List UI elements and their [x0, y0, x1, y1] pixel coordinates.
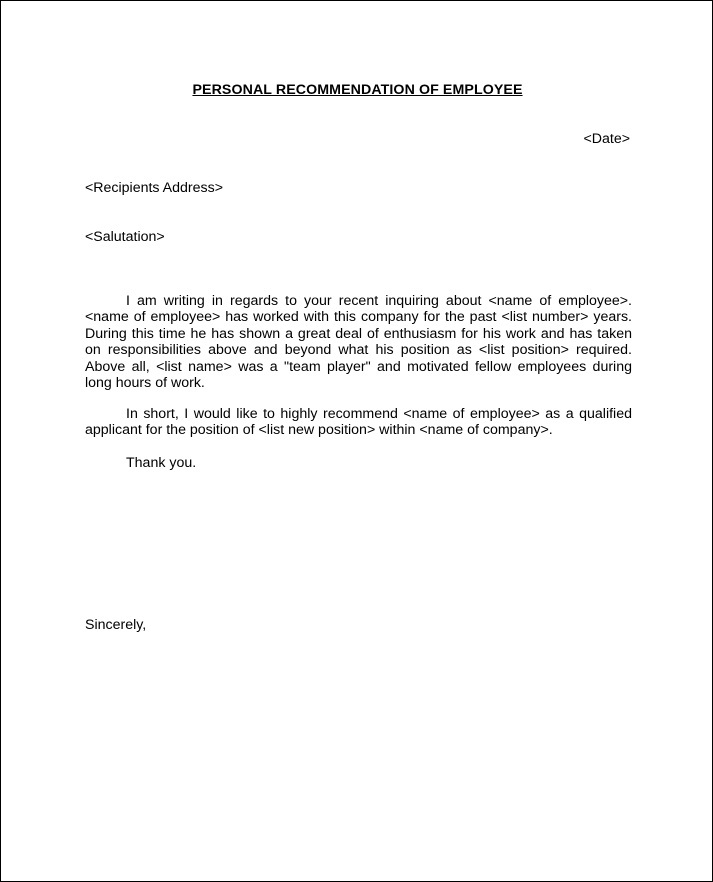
body-paragraph-intro: I am writing in regards to your recent inquiring about <name of employee>. <name of employee> has worked with this company for the past <list number> years. During this time he has shown a great deal of enthusiasm for his work and has taken on responsibilities above and beyond what his position as <list position> required. Above all, <list name> was a "team player" and motivated fellow employees during long hours of work.	[85, 293, 632, 392]
body-paragraph-thanks: Thank you.	[126, 455, 197, 471]
salutation-placeholder: <Salutation>	[85, 229, 165, 245]
date-placeholder: <Date>	[583, 131, 630, 147]
body-paragraph-recommendation: In short, I would like to highly recommend <name of employee> as a qualified applicant for the position of <list new position> within <name of company>.	[85, 406, 632, 439]
closing-line: Sincerely,	[85, 617, 147, 633]
document-title: PERSONAL RECOMMENDATION OF EMPLOYEE	[192, 82, 523, 98]
recipient-address-placeholder: <Recipients Address>	[85, 180, 224, 196]
